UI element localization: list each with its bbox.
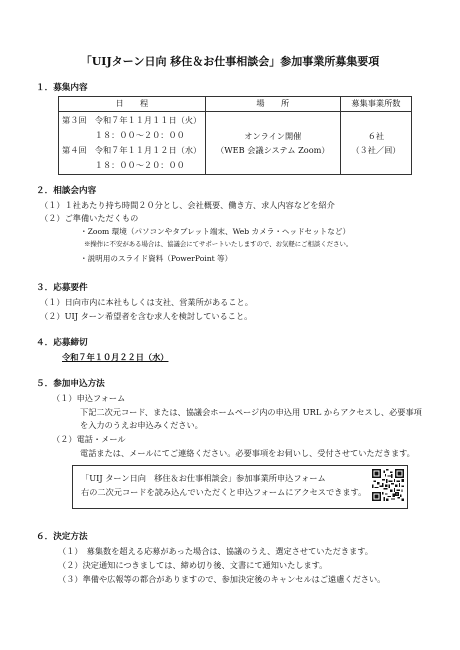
header-venue: 場 所 [205,97,340,112]
count-cell [340,112,411,175]
document-title: 「UIJターン日向 移住＆お仕事相談会」参加事業所募集要項 [80,55,380,68]
requirement-1: （１）日向市内に本社もしくは支社、営業所があること。 [40,297,253,307]
content-line-2: （２）ご準備いただくもの [40,213,139,223]
apply-form-desc-2: を入力のうえお申込みください。 [80,420,203,430]
qr-code-icon[interactable] [372,469,404,501]
decision-2: （２）決定通知につきましては、締め切り後、文書にて通知いたします。 [58,560,328,570]
section-4-heading: ４．応募締切 [36,338,88,348]
count-total: ６社 [367,131,385,141]
venue-online: オンライン開催 [244,131,302,141]
decision-1: （１） 募集数を超える応募があった場合は、協議のうえ、選定させていただきます。 [58,546,373,556]
deadline-date: 令和７年１０月２２日（水） [62,352,169,362]
form-box-desc: 右の二次元コードを読み込んでいただくと申込フォームにアクセスできます。 [81,487,367,497]
support-note: ※操作に不安がある場合は、協議会にてサポートいたしますので、お気軽にご相談ください。 [84,240,353,248]
apply-phone-label: （２）電話・メール [52,434,126,444]
form-box-title: 「UIJ ターン日向 移住＆お仕事相談会」参加事業所申込フォーム [81,473,326,483]
section-6-heading: ６．決定方法 [36,532,88,542]
decision-3: （３）準備や広報等の都合がありますので、参加決定後のキャンセルはご遠慮ください。 [58,574,386,584]
apply-form-desc-1: 下記二次元コード、または、協議会ホームページ内の申込用 URL からアクセスし、必要事項 [80,407,422,417]
section-5-heading: ５．参加申込方法 [36,379,105,389]
count-per-session: （３社／回） [351,145,401,155]
header-schedule: 日 程 [59,97,206,112]
section-1-heading: １．募集内容 [36,83,88,93]
requirement-2: （２）UIJ ターン希望者を含む求人を検討していること。 [40,311,253,321]
venue-cell [205,112,340,175]
header-count: 募集事業所数 [340,97,411,112]
slides-requirement: ・説明用のスライド資料（PowerPoint 等） [80,254,233,263]
venue-system: （WEB 会議システム Zoom） [216,145,330,155]
apply-phone-desc: 電話または、メールにてご連絡ください。必要事項をお伺いし、受付させていただきます。 [80,448,415,458]
schedule-cell [59,112,206,175]
apply-form-label: （１）申込フォーム [52,393,126,403]
schedule-table [58,96,412,175]
section-3-heading: ３．応募要件 [36,283,88,293]
session-4-date: 第４回 令和７年１１月１２日（水） [62,145,202,155]
session-4-time: １８：００～２０：００ [62,160,185,170]
application-form-box[interactable] [72,465,408,509]
session-3-date: 第３回 令和７年１１月１１日（火） [62,115,202,125]
session-3-time: １８：００～２０：００ [62,130,185,140]
zoom-requirement: ・Zoom 環境（パソコンやタブレット端末、Web カメラ・ヘッドセットなど） [80,227,351,236]
content-line-1: （１）１社あたり持ち時間２０分とし、会社概要、働き方、求人内容などを紹介 [40,200,335,210]
section-2-heading: ２．相談会内容 [36,186,97,196]
